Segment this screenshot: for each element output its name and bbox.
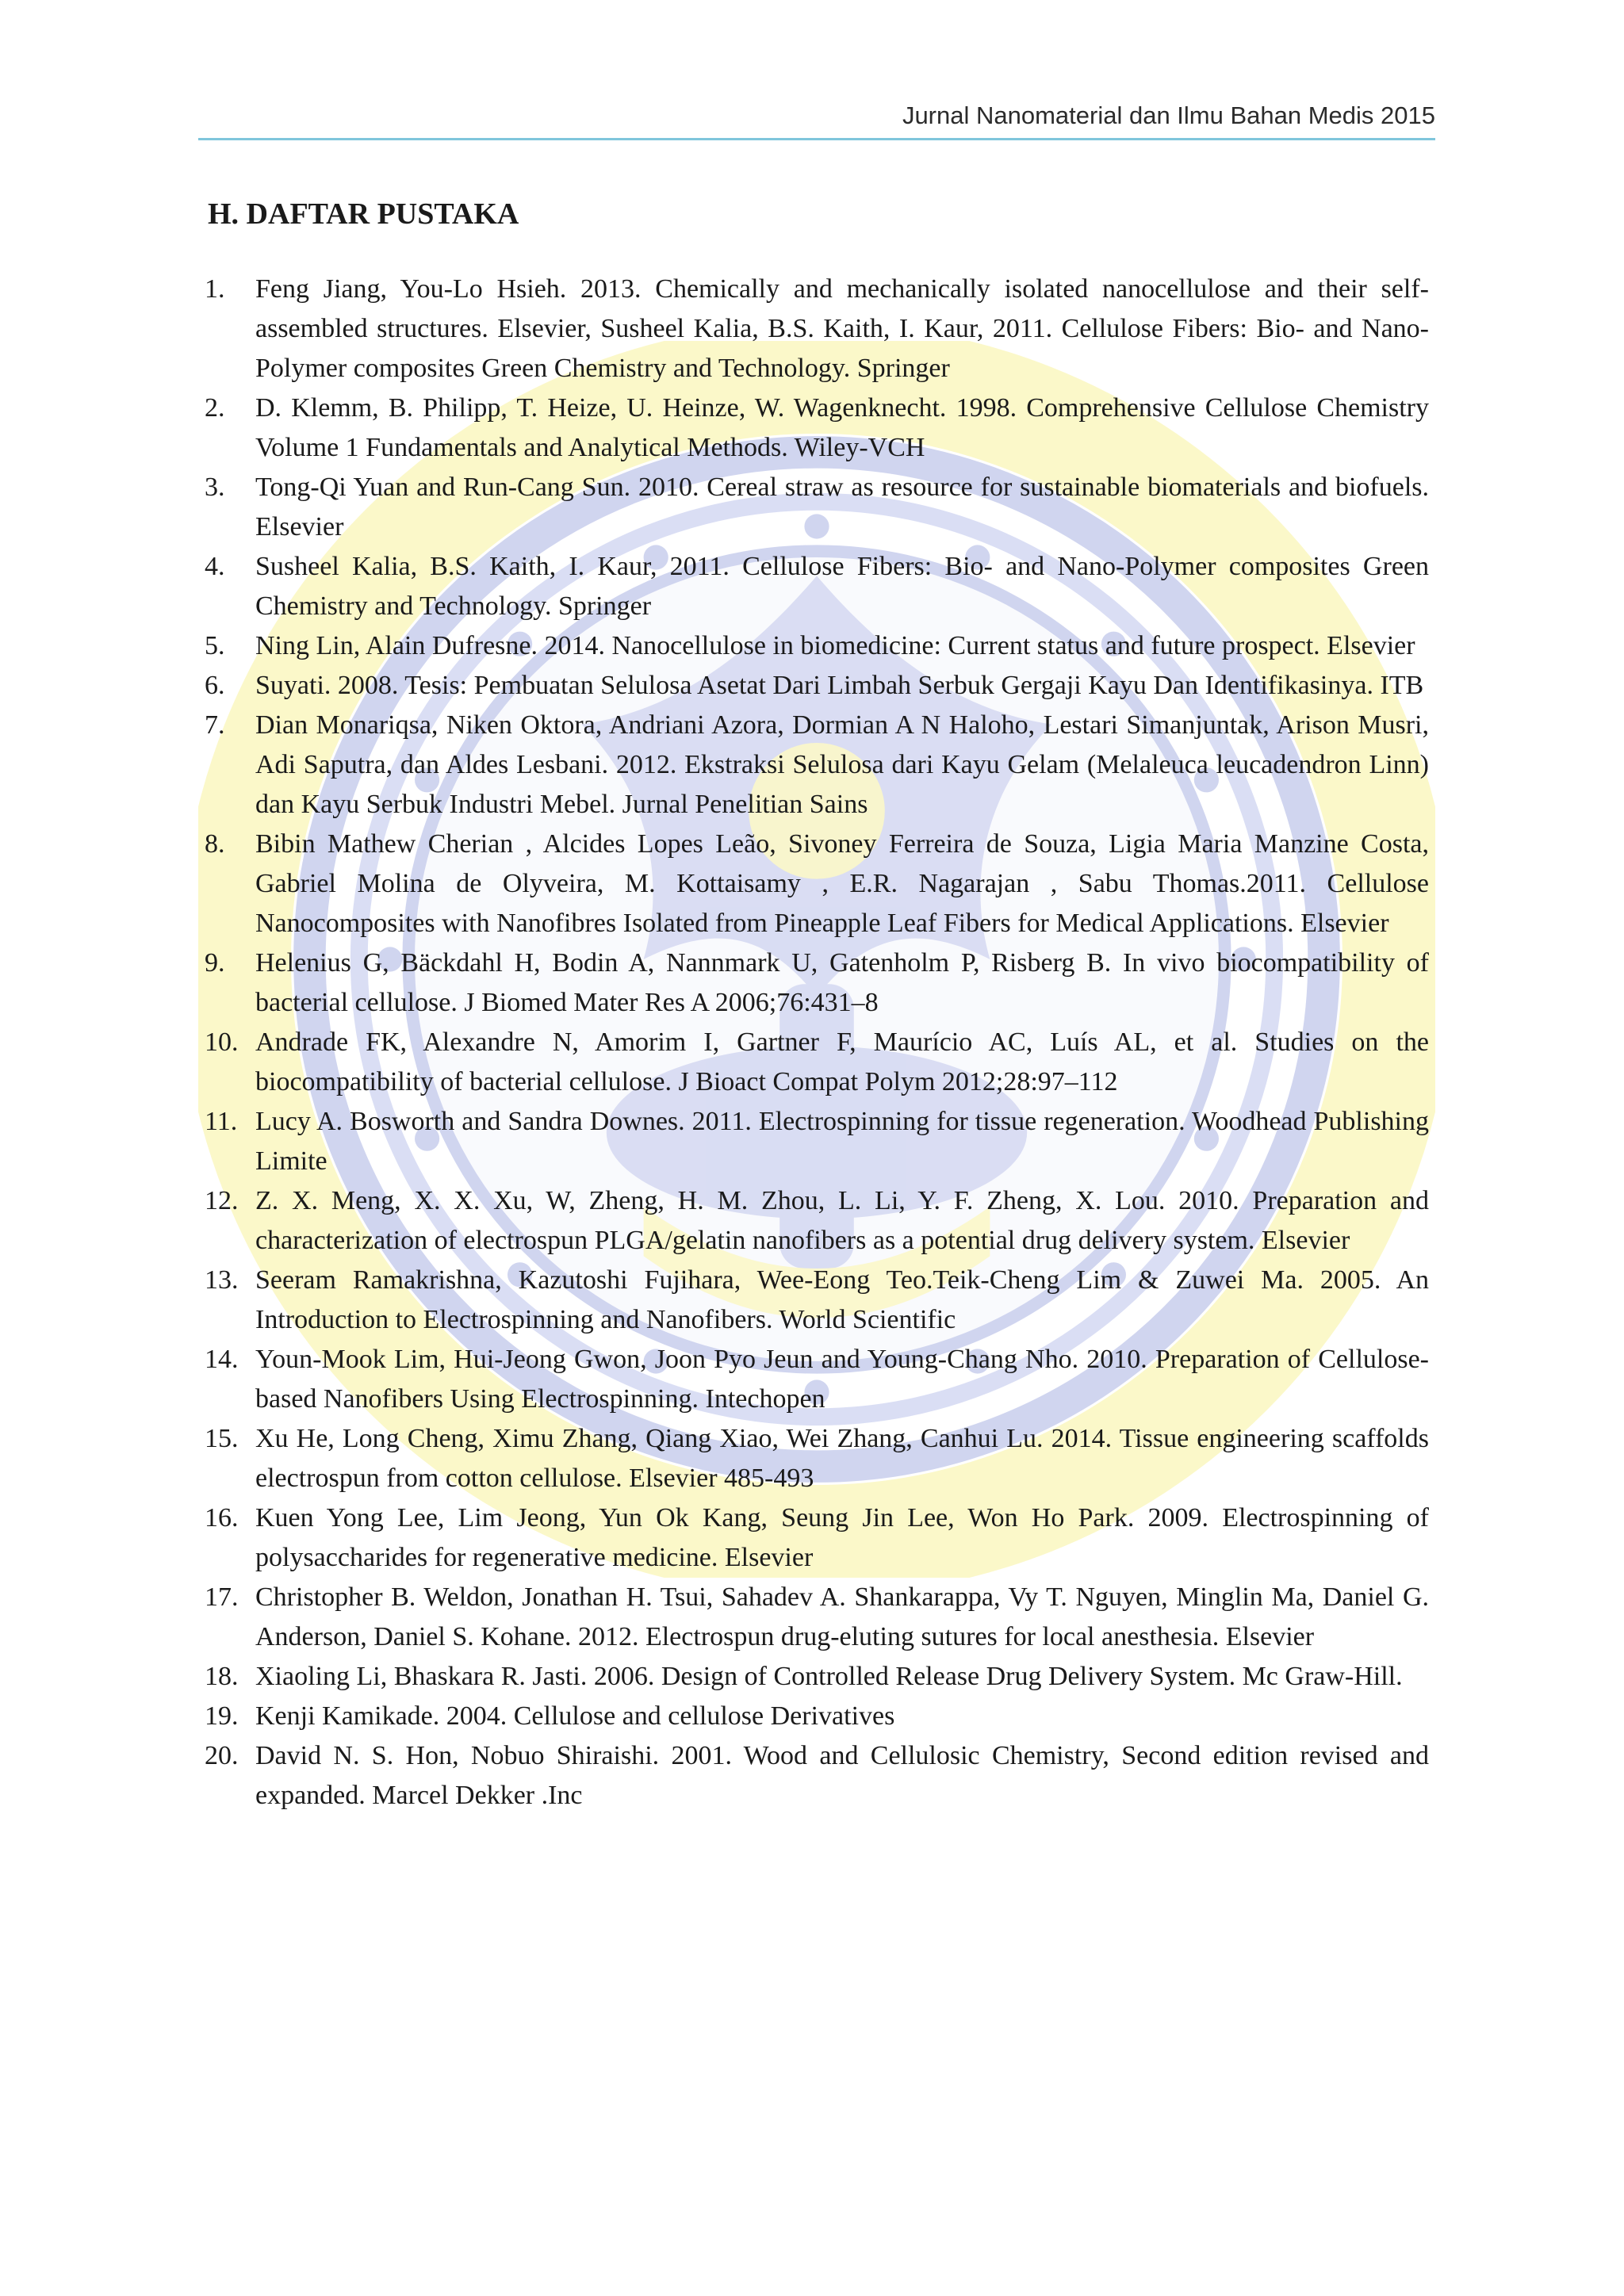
reference-item bbox=[205, 1578, 1429, 1657]
reference-text: Susheel Kalia, B.S. Kaith, I. Kaur, 2011. Cellulose Fibers: Bio- and Nano-Polymer composites Green Chemistry and Technology. Springer bbox=[255, 552, 1429, 621]
reference-text: Xu He, Long Cheng, Ximu Zhang, Qiang Xiao, Wei Zhang, Canhui Lu. 2014. Tissue engineering scaffolds electrospun from cotton cellulose. Elsevier 485-493 bbox=[255, 1424, 1429, 1493]
reference-number: 15. bbox=[205, 1424, 239, 1453]
reference-text: Christopher B. Weldon, Jonathan H. Tsui, Sahadev A. Shankarappa, Vy T. Nguyen, Minglin Ma, Daniel G. Anderson, Daniel S. Kohane. 2012. Electrospun drug-eluting sutures for local anesthesia. Elsevier bbox=[255, 1582, 1429, 1651]
reference-item bbox=[205, 1736, 1429, 1816]
reference-item bbox=[205, 1340, 1429, 1419]
reference-number: 14. bbox=[205, 1345, 239, 1374]
reference-number: 7. bbox=[205, 710, 225, 740]
reference-text: Feng Jiang, You-Lo Hsieh. 2013. Chemically and mechanically isolated nanocellulose and their self-assembled structures. Elsevier, Susheel Kalia, B.S. Kaith, I. Kaur, 2011. Cellulose Fibers: Bio- and Nano-Polymer composites Green Chemistry and Technology. Springer bbox=[255, 274, 1429, 383]
reference-number: 18. bbox=[205, 1662, 239, 1691]
reference-number: 4. bbox=[205, 552, 225, 581]
reference-number: 1. bbox=[205, 274, 225, 304]
reference-text: Youn-Mook Lim, Hui-Jeong Gwon, Joon Pyo Jeun and Young-Chang Nho. 2010. Preparation of Cellulose-based Nanofibers Using Electrospinning. Intechopen bbox=[255, 1345, 1429, 1414]
reference-text: Ning Lin, Alain Dufresne. 2014. Nanocellulose in biomedicine: Current status and future prospect. Elsevier bbox=[255, 631, 1415, 660]
reference-text: Kuen Yong Lee, Lim Jeong, Yun Ok Kang, Seung Jin Lee, Won Ho Park. 2009. Electrospinning of polysaccharides for regenerative medicine. Elsevier bbox=[255, 1503, 1429, 1572]
reference-text: Seeram Ramakrishna, Kazutoshi Fujihara, Wee-Eong Teo.Teik-Cheng Lim & Zuwei Ma. 2005. An Introduction to Electrospinning and Nanofibers. World Scientific bbox=[255, 1265, 1429, 1334]
reference-number: 5. bbox=[205, 631, 225, 660]
section-title: H. DAFTAR PUSTAKA bbox=[208, 197, 519, 231]
reference-item bbox=[205, 626, 1429, 666]
reference-item bbox=[205, 666, 1429, 706]
journal-title: Jurnal Nanomaterial dan Ilmu Bahan Medis 2015 bbox=[902, 101, 1435, 129]
reference-item bbox=[205, 547, 1429, 626]
reference-item bbox=[205, 1023, 1429, 1102]
reference-item bbox=[205, 706, 1429, 825]
reference-number: 6. bbox=[205, 671, 225, 700]
reference-text: Lucy A. Bosworth and Sandra Downes. 2011. Electrospinning for tissue regeneration. Woodhead Publishing Limite bbox=[255, 1107, 1429, 1176]
page-header bbox=[198, 94, 1435, 140]
reference-item bbox=[205, 270, 1429, 388]
reference-item bbox=[205, 1697, 1429, 1736]
reference-text: David N. S. Hon, Nobuo Shiraishi. 2001. Wood and Cellulosic Chemistry, Second edition revised and expanded. Marcel Dekker .Inc bbox=[255, 1741, 1429, 1810]
reference-number: 17. bbox=[205, 1582, 239, 1612]
reference-text: Z. X. Meng, X. X. Xu, W, Zheng, H. M. Zhou, L. Li, Y. F. Zheng, X. Lou. 2010. Preparation and characterization of electrospun PLGA/gelatin nanofibers as a potential drug delivery system. Elsevier bbox=[255, 1186, 1429, 1255]
reference-number: 8. bbox=[205, 829, 225, 859]
reference-number: 9. bbox=[205, 948, 225, 978]
reference-number: 12. bbox=[205, 1186, 239, 1215]
reference-item bbox=[205, 1261, 1429, 1340]
reference-item bbox=[205, 1657, 1429, 1697]
reference-text: Suyati. 2008. Tesis: Pembuatan Selulosa Asetat Dari Limbah Serbuk Gergaji Kayu Dan Identifikasinya. ITB bbox=[255, 671, 1424, 700]
reference-item bbox=[205, 1181, 1429, 1261]
reference-text: Bibin Mathew Cherian , Alcides Lopes Leão, Sivoney Ferreira de Souza, Ligia Maria Manzine Costa, Gabriel Molina de Olyveira, M. Kottaisamy , E.R. Nagarajan , Sabu Thomas.2011. Cellulose Nanocomposites with Nanofibres Isolated from Pineapple Leaf Fibers for Medical Applications. Elsevier bbox=[255, 829, 1429, 938]
reference-item bbox=[205, 1102, 1429, 1181]
reference-number: 13. bbox=[205, 1265, 239, 1295]
reference-number: 16. bbox=[205, 1503, 239, 1533]
reference-text: Helenius G, Bäckdahl H, Bodin A, Nannmark U, Gatenholm P, Risberg B. In vivo biocompatibility of bacterial cellulose. J Biomed Mater Res A 2006;76:431–8 bbox=[255, 948, 1429, 1017]
reference-text: Dian Monariqsa, Niken Oktora, Andriani Azora, Dormian A N Haloho, Lestari Simanjuntak, Arison Musri, Adi Saputra, dan Aldes Lesbani. 2012. Ekstraksi Selulosa dari Kayu Gelam (Melaleuca leucadendron Linn) dan Kayu Serbuk Industri Mebel. Jurnal Penelitian Sains bbox=[255, 710, 1429, 819]
reference-text: Tong-Qi Yuan and Run-Cang Sun. 2010. Cereal straw as resource for sustainable biomaterials and biofuels. Elsevier bbox=[255, 473, 1429, 541]
reference-text: D. Klemm, B. Philipp, T. Heize, U. Heinze, W. Wagenknecht. 1998. Comprehensive Cellulose Chemistry Volume 1 Fundamentals and Analytical Methods. Wiley-VCH bbox=[255, 393, 1429, 462]
reference-list bbox=[205, 270, 1429, 1816]
reference-text: Andrade FK, Alexandre N, Amorim I, Gartner F, Maurício AC, Luís AL, et al. Studies on the biocompatibility of bacterial cellulose. J Bioact Compat Polym 2012;28:97–112 bbox=[255, 1027, 1429, 1096]
reference-item bbox=[205, 1498, 1429, 1578]
reference-number: 11. bbox=[205, 1107, 238, 1136]
reference-number: 10. bbox=[205, 1027, 239, 1057]
reference-item bbox=[205, 825, 1429, 943]
reference-number: 20. bbox=[205, 1741, 239, 1770]
reference-item bbox=[205, 943, 1429, 1023]
reference-item bbox=[205, 1419, 1429, 1498]
reference-number: 19. bbox=[205, 1701, 239, 1731]
reference-text: Xiaoling Li, Bhaskara R. Jasti. 2006. Design of Controlled Release Drug Delivery System. Mc Graw-Hill. bbox=[255, 1662, 1403, 1691]
reference-item bbox=[205, 388, 1429, 468]
reference-number: 2. bbox=[205, 393, 225, 423]
reference-number: 3. bbox=[205, 473, 225, 502]
reference-item bbox=[205, 468, 1429, 547]
reference-text: Kenji Kamikade. 2004. Cellulose and cellulose Derivatives bbox=[255, 1701, 895, 1731]
